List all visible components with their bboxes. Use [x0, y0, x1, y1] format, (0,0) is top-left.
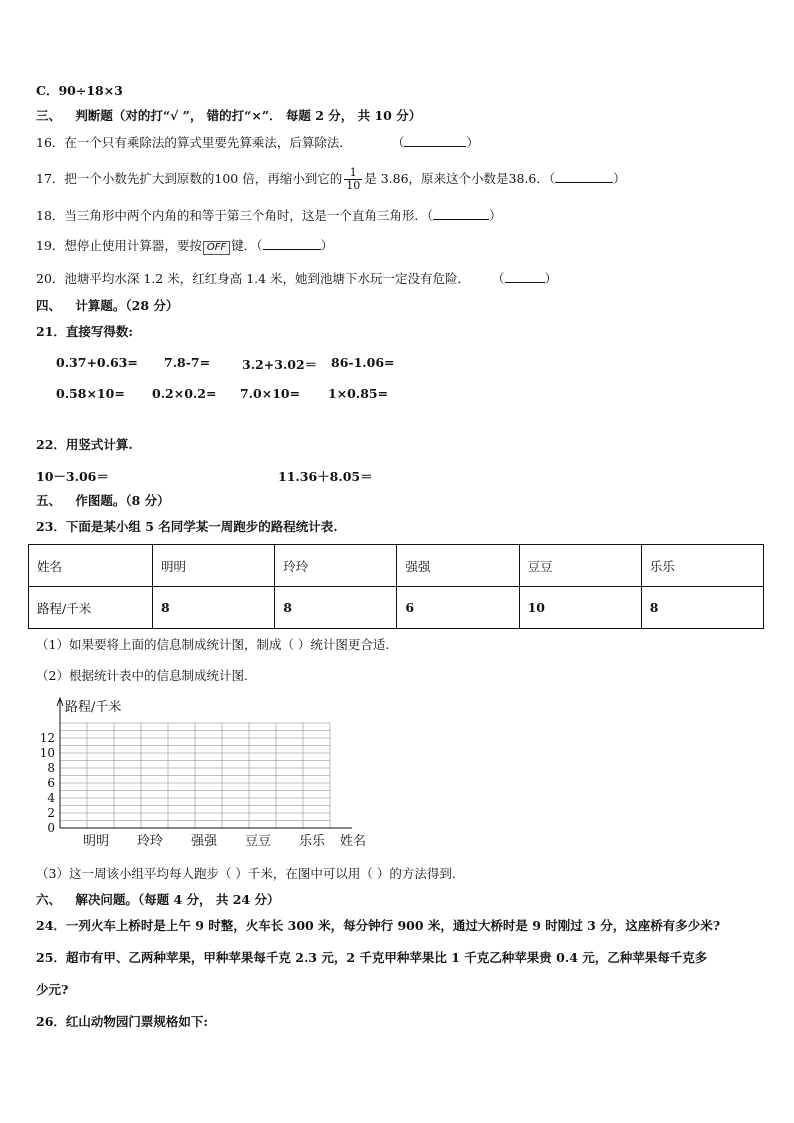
question-23-part-1: （1）如果要将上面的信息制成统计图，制成（ ）统计图更合适. — [36, 637, 390, 652]
x-tick-label: 乐乐 — [299, 834, 326, 849]
question-text: 20．池塘平均水深 1.2 米，红红身高 1.4 米，她到池塘下水玩一定没有危险． — [36, 271, 471, 286]
table-cell: 玲玲 — [275, 545, 397, 587]
question-text: 16．在一个只有乘除法的算式里要先算乘法，后算除法． — [36, 135, 352, 150]
table-cell: 8 — [641, 587, 763, 629]
calc-item: 86-1.06= — [331, 355, 395, 370]
question-23-part-2: （2）根据统计表中的信息制成统计图. — [36, 668, 248, 683]
y-tick-label: 8 — [47, 761, 55, 775]
calc-item: 0.2×0.2= — [152, 386, 217, 401]
table-cell: 6 — [397, 587, 519, 629]
section-3-heading — [36, 108, 421, 124]
y-tick-label: 6 — [47, 776, 55, 790]
x-axis-label: 姓名 — [340, 834, 367, 849]
question-22-title: 22．用竖式计算. — [36, 437, 133, 452]
answer-blank[interactable] — [263, 238, 321, 250]
section-number: 三、 — [36, 108, 62, 123]
section-4-heading — [36, 298, 178, 314]
question-text-before: 19．想停止使用计算器，要按 — [36, 238, 202, 253]
question-23-part-3: （3）这一周该小组平均每人跑步（ ）千米，在图中可以用（ ）的方法得到. — [36, 866, 456, 881]
section-title: 计算题。（28 分） — [75, 298, 179, 313]
question-25-line-2: 少元? — [36, 982, 69, 997]
section-number: 四、 — [36, 298, 62, 313]
table-cell: 8 — [275, 587, 397, 629]
table-cell: 强强 — [397, 545, 519, 587]
question-text-before: 17．把一个小数先扩大到原数的100 倍，再缩小到它的 — [36, 171, 343, 186]
running-distance-table — [28, 544, 764, 629]
section-title: 作图题。（8 分） — [75, 493, 170, 508]
y-tick-label: 2 — [47, 806, 55, 820]
y-tick-label: 10 — [39, 746, 55, 760]
option-c: C．90÷18×3 — [36, 83, 123, 98]
calc-item: 0.37+0.63= — [56, 355, 138, 370]
question-25-line-1: 25．超市有甲、乙两种苹果，甲种苹果每千克 2.3 元，2 千克甲种苹果比 1 千克乙种苹果贵 0.4 元，乙种苹果每千克多 — [36, 950, 708, 965]
off-key-icon: OFF — [203, 241, 230, 255]
answer-close-paren: ） — [466, 135, 479, 150]
calc-item: 0.58×10= — [56, 386, 125, 401]
section-5-heading — [36, 493, 170, 509]
table-cell: 豆豆 — [519, 545, 641, 587]
x-tick-label: 明明 — [83, 834, 110, 849]
question-23-title: 23．下面是某小组 5 名同学某一周跑步的路程统计表. — [36, 519, 338, 534]
y-tick-label: 4 — [47, 791, 55, 805]
question-text: 18．当三角形中两个内角的和等于第三个角时，这是一个直角三角形．（ — [36, 208, 434, 223]
blank-bar-chart — [36, 694, 396, 854]
table-cell: 乐乐 — [641, 545, 763, 587]
calc-item: 7.8-7= — [164, 355, 211, 370]
question-text-after: 是 3.86，原来这个小数是38.6．（ — [364, 171, 556, 186]
fraction-denominator: 10 — [346, 179, 361, 192]
table-cell: 路程/千米 — [29, 587, 153, 629]
table-header-row — [29, 545, 764, 587]
answer-blank[interactable] — [555, 171, 613, 183]
question-text-after: 键．（ — [231, 238, 263, 253]
question-24: 24．一列火车上桥时是上午 9 时整，火车长 300 米，每分钟行 900 米，通过大桥时是 9 时刚过 3 分，这座桥有多少米? — [36, 918, 721, 933]
question-16 — [36, 135, 479, 151]
y-tick-label: 12 — [39, 731, 55, 745]
answer-open-paren: （ — [391, 135, 405, 150]
answer-open-paren: （ — [492, 271, 505, 286]
x-tick-label: 玲玲 — [137, 834, 164, 849]
question-20 — [36, 271, 557, 287]
table-row — [29, 587, 764, 629]
answer-blank[interactable] — [404, 135, 466, 147]
y-axis-label: 路程/千米 — [65, 700, 122, 715]
question-19 — [36, 238, 333, 255]
question-17 — [36, 164, 626, 194]
answer-close-paren: ） — [489, 208, 502, 223]
answer-close-paren: ） — [544, 271, 558, 286]
x-tick-label: 强强 — [191, 834, 218, 849]
question-18 — [36, 208, 502, 224]
answer-blank[interactable] — [433, 208, 489, 220]
answer-close-paren: ） — [613, 171, 626, 186]
table-cell: 8 — [153, 587, 275, 629]
question-26: 26．红山动物园门票规格如下: — [36, 1014, 209, 1029]
answer-close-paren: ） — [320, 238, 334, 253]
section-6-heading — [36, 892, 279, 908]
x-tick-label: 豆豆 — [245, 834, 272, 849]
table-cell: 姓名 — [29, 545, 153, 587]
calc-item: 7.0×10= — [240, 386, 301, 401]
section-number: 五、 — [36, 493, 62, 508]
section-title: 判断题（对的打“√ ”， 错的打“×”． 每题 2 分， 共 10 分） — [75, 108, 422, 123]
fraction-one-tenth — [344, 167, 362, 192]
calc-item: 3.2+3.02＝ — [242, 357, 318, 372]
fraction-numerator: 1 — [344, 167, 362, 180]
table-cell: 10 — [519, 587, 641, 629]
answer-blank[interactable] — [505, 271, 545, 283]
section-title: 解决问题。（每题 4 分， 共 24 分） — [75, 892, 280, 907]
vertical-calc-item: 10－3.06＝ — [36, 469, 109, 484]
section-number: 六、 — [36, 892, 62, 907]
question-21-title: 21．直接写得数: — [36, 324, 134, 339]
table-cell: 明明 — [153, 545, 275, 587]
calc-item: 1×0.85= — [328, 386, 389, 401]
y-tick-label: 0 — [47, 821, 55, 835]
vertical-calc-item: 11.36＋8.05＝ — [278, 469, 373, 484]
